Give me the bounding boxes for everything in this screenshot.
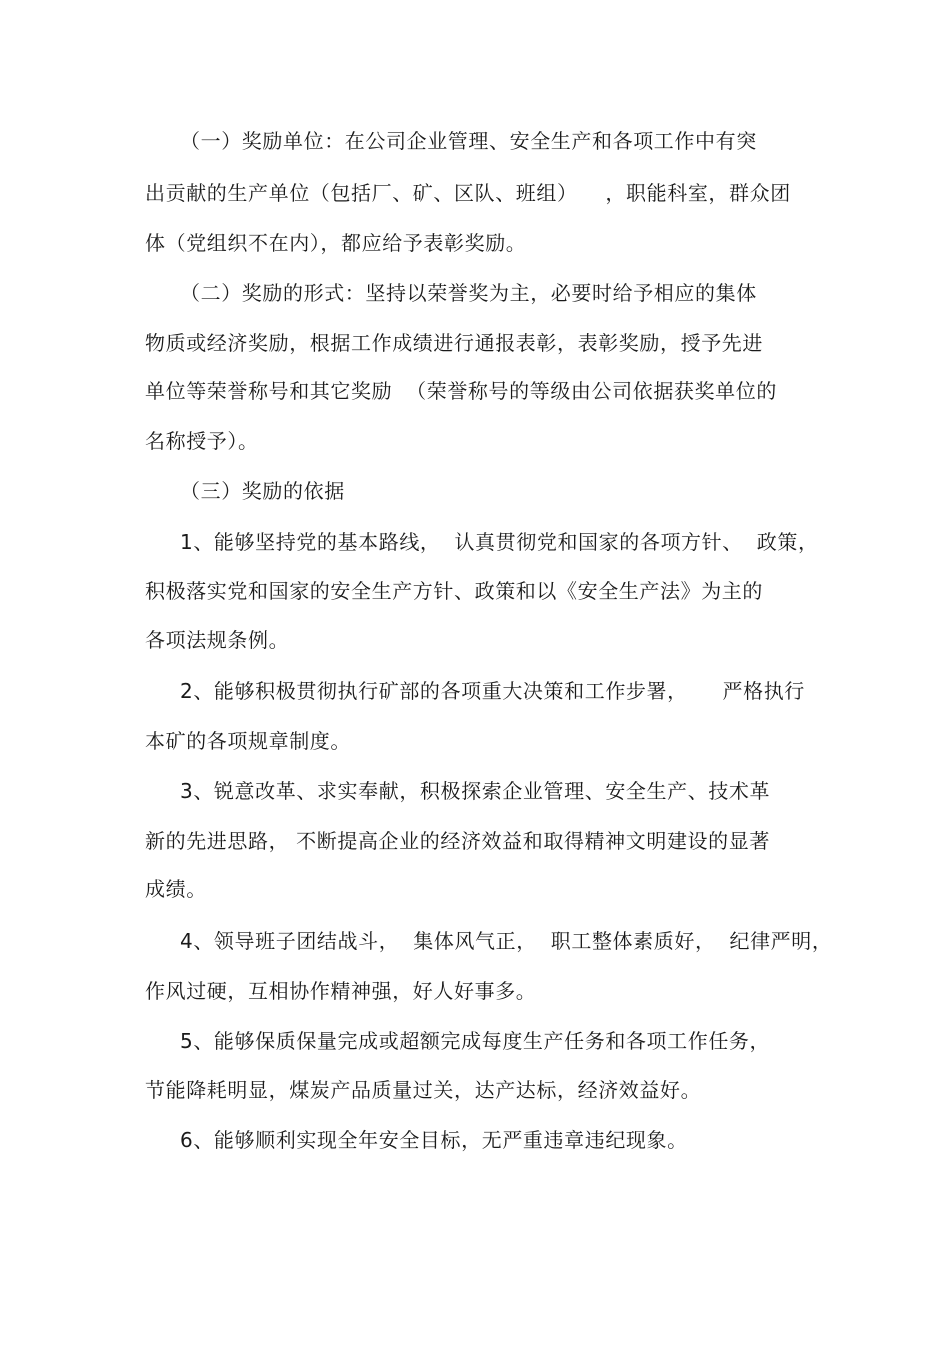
item-1-line-1: 1、能够坚持党的基本路线， 认真贯彻党和国家的各项方针、 政策， — [180, 530, 819, 554]
item-3-line-3: 成绩。 — [145, 877, 207, 901]
item-4-line-1: 4、领导班子团结战斗， 集体风气正， 职工整体素质好， 纪律严明， — [180, 929, 833, 953]
item-6-line-1: 6、能够顺利实现全年安全目标，无严重违章违纪现象。 — [180, 1128, 688, 1152]
item-3-line-2: 新的先进思路， 不断提高企业的经济效益和取得精神文明建设的显著 — [145, 829, 770, 853]
item-2-line-1: 2、能够积极贯彻执行矿部的各项重大决策和工作步署， 严格执行 — [180, 679, 805, 703]
section-heading-basis: （三）奖励的依据 — [180, 479, 345, 503]
item-1-line-3: 各项法规条例。 — [145, 628, 290, 652]
paragraph-2-line-2: 物质或经济奖励，根据工作成绩进行通报表彰，表彰奖励，授予先进 — [145, 331, 763, 355]
paragraph-2-line-3: 单位等荣誉称号和其它奖励 （荣誉称号的等级由公司依据获奖单位的 — [145, 379, 777, 403]
paragraph-1-line-1: （一）奖励单位：在公司企业管理、安全生产和各项工作中有突 — [180, 129, 757, 153]
paragraph-1-line-3: 体（党组织不在内），都应给予表彰奖励。 — [145, 231, 527, 255]
paragraph-2-line-4: 名称授予）。 — [145, 429, 259, 453]
item-1-line-2: 积极落实党和国家的安全生产方针、政策和以《安全生产法》为主的 — [145, 579, 763, 603]
paragraph-1-line-2: 出贡献的生产单位（包括厂、矿、区队、班组） ，职能科室，群众团 — [145, 181, 791, 205]
item-2-line-2: 本矿的各项规章制度。 — [145, 729, 351, 753]
item-4-line-2: 作风过硬，互相协作精神强，好人好事多。 — [145, 979, 537, 1003]
paragraph-2-line-1: （二）奖励的形式：坚持以荣誉奖为主，必要时给予相应的集体 — [180, 281, 757, 305]
item-3-line-1: 3、锐意改革、求实奉献，积极探索企业管理、安全生产、技术革 — [180, 779, 771, 803]
item-5-line-2: 节能降耗明显，煤炭产品质量过关，达产达标，经济效益好。 — [145, 1078, 702, 1102]
item-5-line-1: 5、能够保质保量完成或超额完成每度生产任务和各项工作任务， — [180, 1029, 771, 1053]
